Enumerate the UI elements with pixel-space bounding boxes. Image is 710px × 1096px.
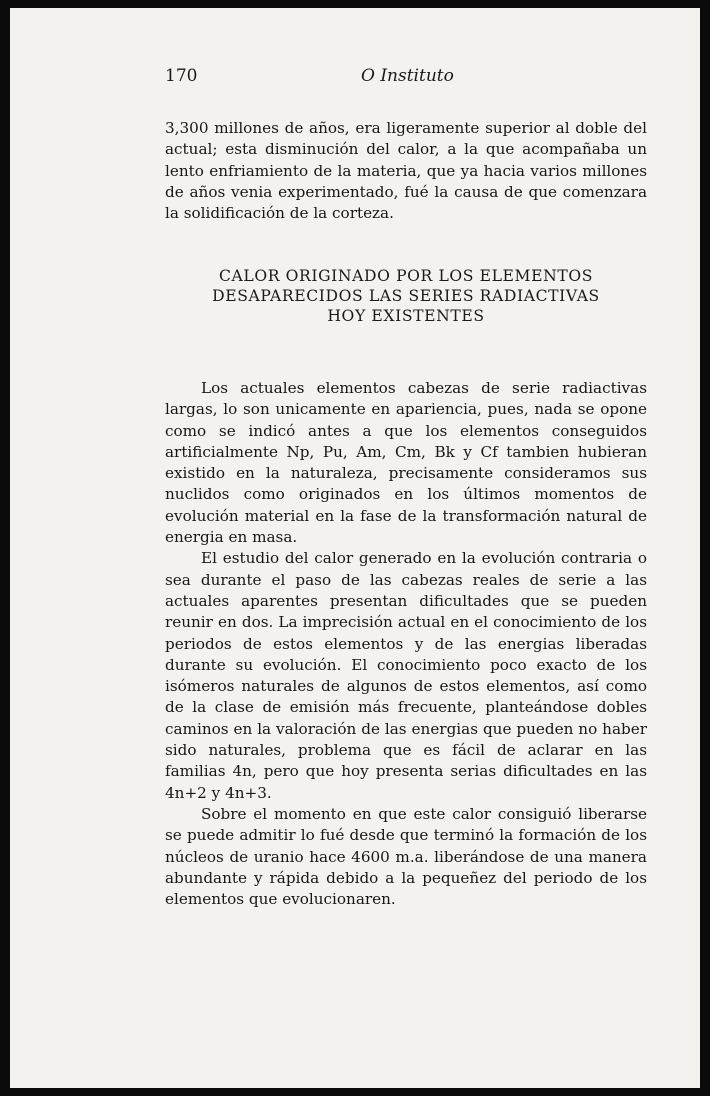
body-text <box>165 378 647 910</box>
section-heading <box>165 266 647 326</box>
intro-text <box>165 118 647 224</box>
section-heading-line-3: HOY EXISTENTES <box>327 307 485 325</box>
page-number: 170 <box>165 66 198 86</box>
section-heading-line-2: DESAPARECIDOS LAS SERIES RADIACTIVAS <box>212 287 600 305</box>
body-paragraph-3: Sobre el momento en que este calor consiguió liberarse se puede admitir lo fué desde que terminó la formación de los núcleos de uranio hace 4600 m.a. liberándose de una manera abundante y rápida debido a la pequeñez del periodo de los elementos que evolucionaren. <box>165 804 647 909</box>
intro-paragraph: 3,300 millones de años, era ligeramente superior al doble del actual; esta disminución del calor, a la que acompañaba un lento enfriamiento de la materia, que ya hacia varios millones de años venia experimentado, fué la causa de que comenzara la solidificación de la corteza. <box>165 119 647 223</box>
body-paragraph-2: El estudio del calor generado en la evolución contraria o sea durante el paso de las cabezas reales de serie a las actuales aparentes presentan dificultades que se pueden reunir en dos. La imprecisión actual en el conocimiento de los periodos de estos elementos y de las energias liberadas durante su evolución. El conocimiento poco exacto de los isómeros naturales de algunos de estos elementos, así como de la clase de emisión más frecuente, planteándose dobles caminos en la valoración de las energias que pueden no haber sido naturales, problema que es fácil de aclarar en las familias 4n, pero que hoy presenta serias dificultades en las 4n+2 y 4n+3. <box>165 549 647 802</box>
journal-title: O Instituto <box>361 66 454 86</box>
body-paragraph-1: Los actuales elementos cabezas de serie radiactivas largas, lo son unicamente en apariencia, pues, nada se opone como se indicó antes a que los elementos conseguidos artificialmente Np, Pu, Am, Cm, Bk y Cf tambien hubieran existido en la naturaleza, precisamente consideramos sus nuclidos como originados en los últimos momentos de evolución material en la fase de la transformación natural de energia en masa. <box>165 379 647 547</box>
section-heading-line-1: CALOR ORIGINADO POR LOS ELEMENTOS <box>218 267 594 285</box>
